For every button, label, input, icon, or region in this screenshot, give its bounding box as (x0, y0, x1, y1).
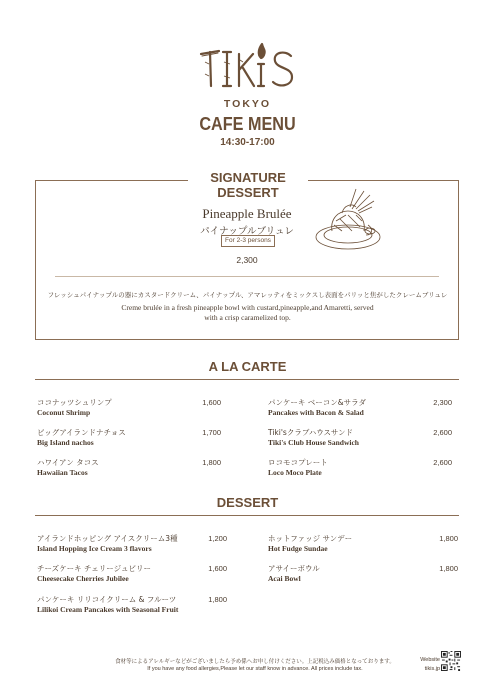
website-url[interactable]: tikis.jp (424, 666, 440, 672)
menu-item-price: 1,200 (208, 534, 227, 543)
menu-item (268, 534, 352, 554)
menu-item-name-jp: チーズケーキ チェリージュビリー (37, 564, 151, 573)
menu-item-name-en: Pancakes with Bacon & Salad (268, 408, 364, 417)
menu-item-name-en: Coconut Shrimp (37, 408, 91, 417)
menu-item (37, 564, 151, 584)
menu-item-price: 1,700 (202, 428, 221, 437)
menu-item-price: 1,800 (208, 595, 227, 604)
serving-size-badge: For 2-3 persons (221, 235, 275, 247)
menu-item-price: 1,600 (202, 398, 221, 407)
menu-item-name-en: Cheesecake Cherries Jubilee (37, 574, 129, 583)
website-label: Website (420, 657, 440, 663)
menu-item-name-jp: ココナッツシュリンプ (37, 398, 112, 407)
menu-item-name-en: Acai Bowl (268, 574, 301, 583)
menu-item-price: 1,800 (439, 534, 458, 543)
menu-item (37, 595, 178, 615)
menu-item-price: 1,600 (208, 564, 227, 573)
dessert-divider (35, 515, 459, 516)
menu-item-price: 1,800 (202, 458, 221, 467)
menu-item (268, 564, 320, 584)
dessert-section-title: DESSERT (216, 495, 279, 510)
menu-item-name-jp: パンケーキ ベーコン&サラダ (268, 398, 367, 407)
signature-price: 2,300 (236, 255, 258, 265)
tikis-logo (197, 40, 299, 102)
signature-name-jp: パイナップルブリュレ (200, 226, 294, 237)
menu-item-name-jp: ビッグアイランドナチョス (37, 428, 126, 437)
menu-item (268, 428, 359, 448)
allergy-note-en: If you have any food allergies,Please let our staff know in advance. All prices include tax. (147, 666, 363, 672)
menu-item-name-jp: ホットファッジ サンデー (268, 534, 353, 543)
menu-item (37, 534, 178, 554)
signature-description-jp: フレッシュパイナップルの器にカスタードクリーム、パイナップル、アマレッティをミックスし表面をパリッと焦がしたクレームブリュレ (47, 291, 448, 299)
menu-item-price: 2,600 (433, 428, 452, 437)
pineapple-brulee-illustration (312, 185, 392, 257)
menu-item-name-jp: パンケーキ リリコイクリーム & フルーツ (37, 595, 177, 604)
menu-item-name-en: Lilikoi Cream Pancakes with Seasonal Fruit (37, 605, 179, 614)
signature-name-en: Pineapple Brulée (202, 206, 292, 221)
menu-item-price: 2,600 (433, 458, 452, 467)
menu-item-price: 2,300 (433, 398, 452, 407)
menu-item-name-en: Hot Fudge Sundae (268, 544, 328, 553)
alacarte-divider (35, 379, 459, 380)
menu-item-price: 1,800 (439, 564, 458, 573)
menu-item-name-jp: ロコモコプレート (268, 458, 328, 467)
location-label: TOKYO (223, 98, 272, 110)
menu-item-name-en: Tiki's Club House Sandwich (268, 438, 359, 447)
menu-item (268, 458, 328, 478)
allergy-note-jp: 食材等によるアレルギーなどがございましたら予め係へお申し付けください。上記税込み価格となっております。 (115, 659, 395, 665)
signature-description-en-line1: Creme brulée in a fresh pineapple bowl with custard,pineapple,and Amaretti, served (121, 303, 374, 312)
page-title: CAFE MENU (199, 114, 296, 134)
menu-item (37, 398, 112, 418)
menu-item (37, 428, 126, 448)
opening-hours: 14:30-17:00 (220, 137, 275, 148)
qr-code-icon[interactable] (441, 651, 461, 671)
menu-item-name-jp: Tiki'sクラブハウスサンド (268, 428, 353, 437)
menu-item (268, 398, 366, 418)
menu-item-name-en: Island Hopping Ice Cream 3 flavors (37, 544, 152, 553)
menu-item-name-en: Loco Moco Plate (268, 468, 322, 477)
menu-item-name-jp: アイランドホッピング アイスクリーム3種 (37, 534, 178, 543)
signature-divider (55, 276, 439, 277)
menu-item-name-jp: ハワイアン タコス (37, 458, 99, 467)
alacarte-section-title: A LA CARTE (208, 359, 287, 374)
menu-item (37, 458, 99, 478)
menu-item-name-jp: アサイーボウル (268, 564, 320, 573)
menu-item-name-en: Big Island nachos (37, 438, 94, 447)
menu-item-name-en: Hawaiian Tacos (37, 468, 88, 477)
signature-description-en-line2: with a crisp caramelized top. (204, 313, 291, 322)
signature-section-title: SIGNATURE DESSERT (188, 170, 308, 200)
